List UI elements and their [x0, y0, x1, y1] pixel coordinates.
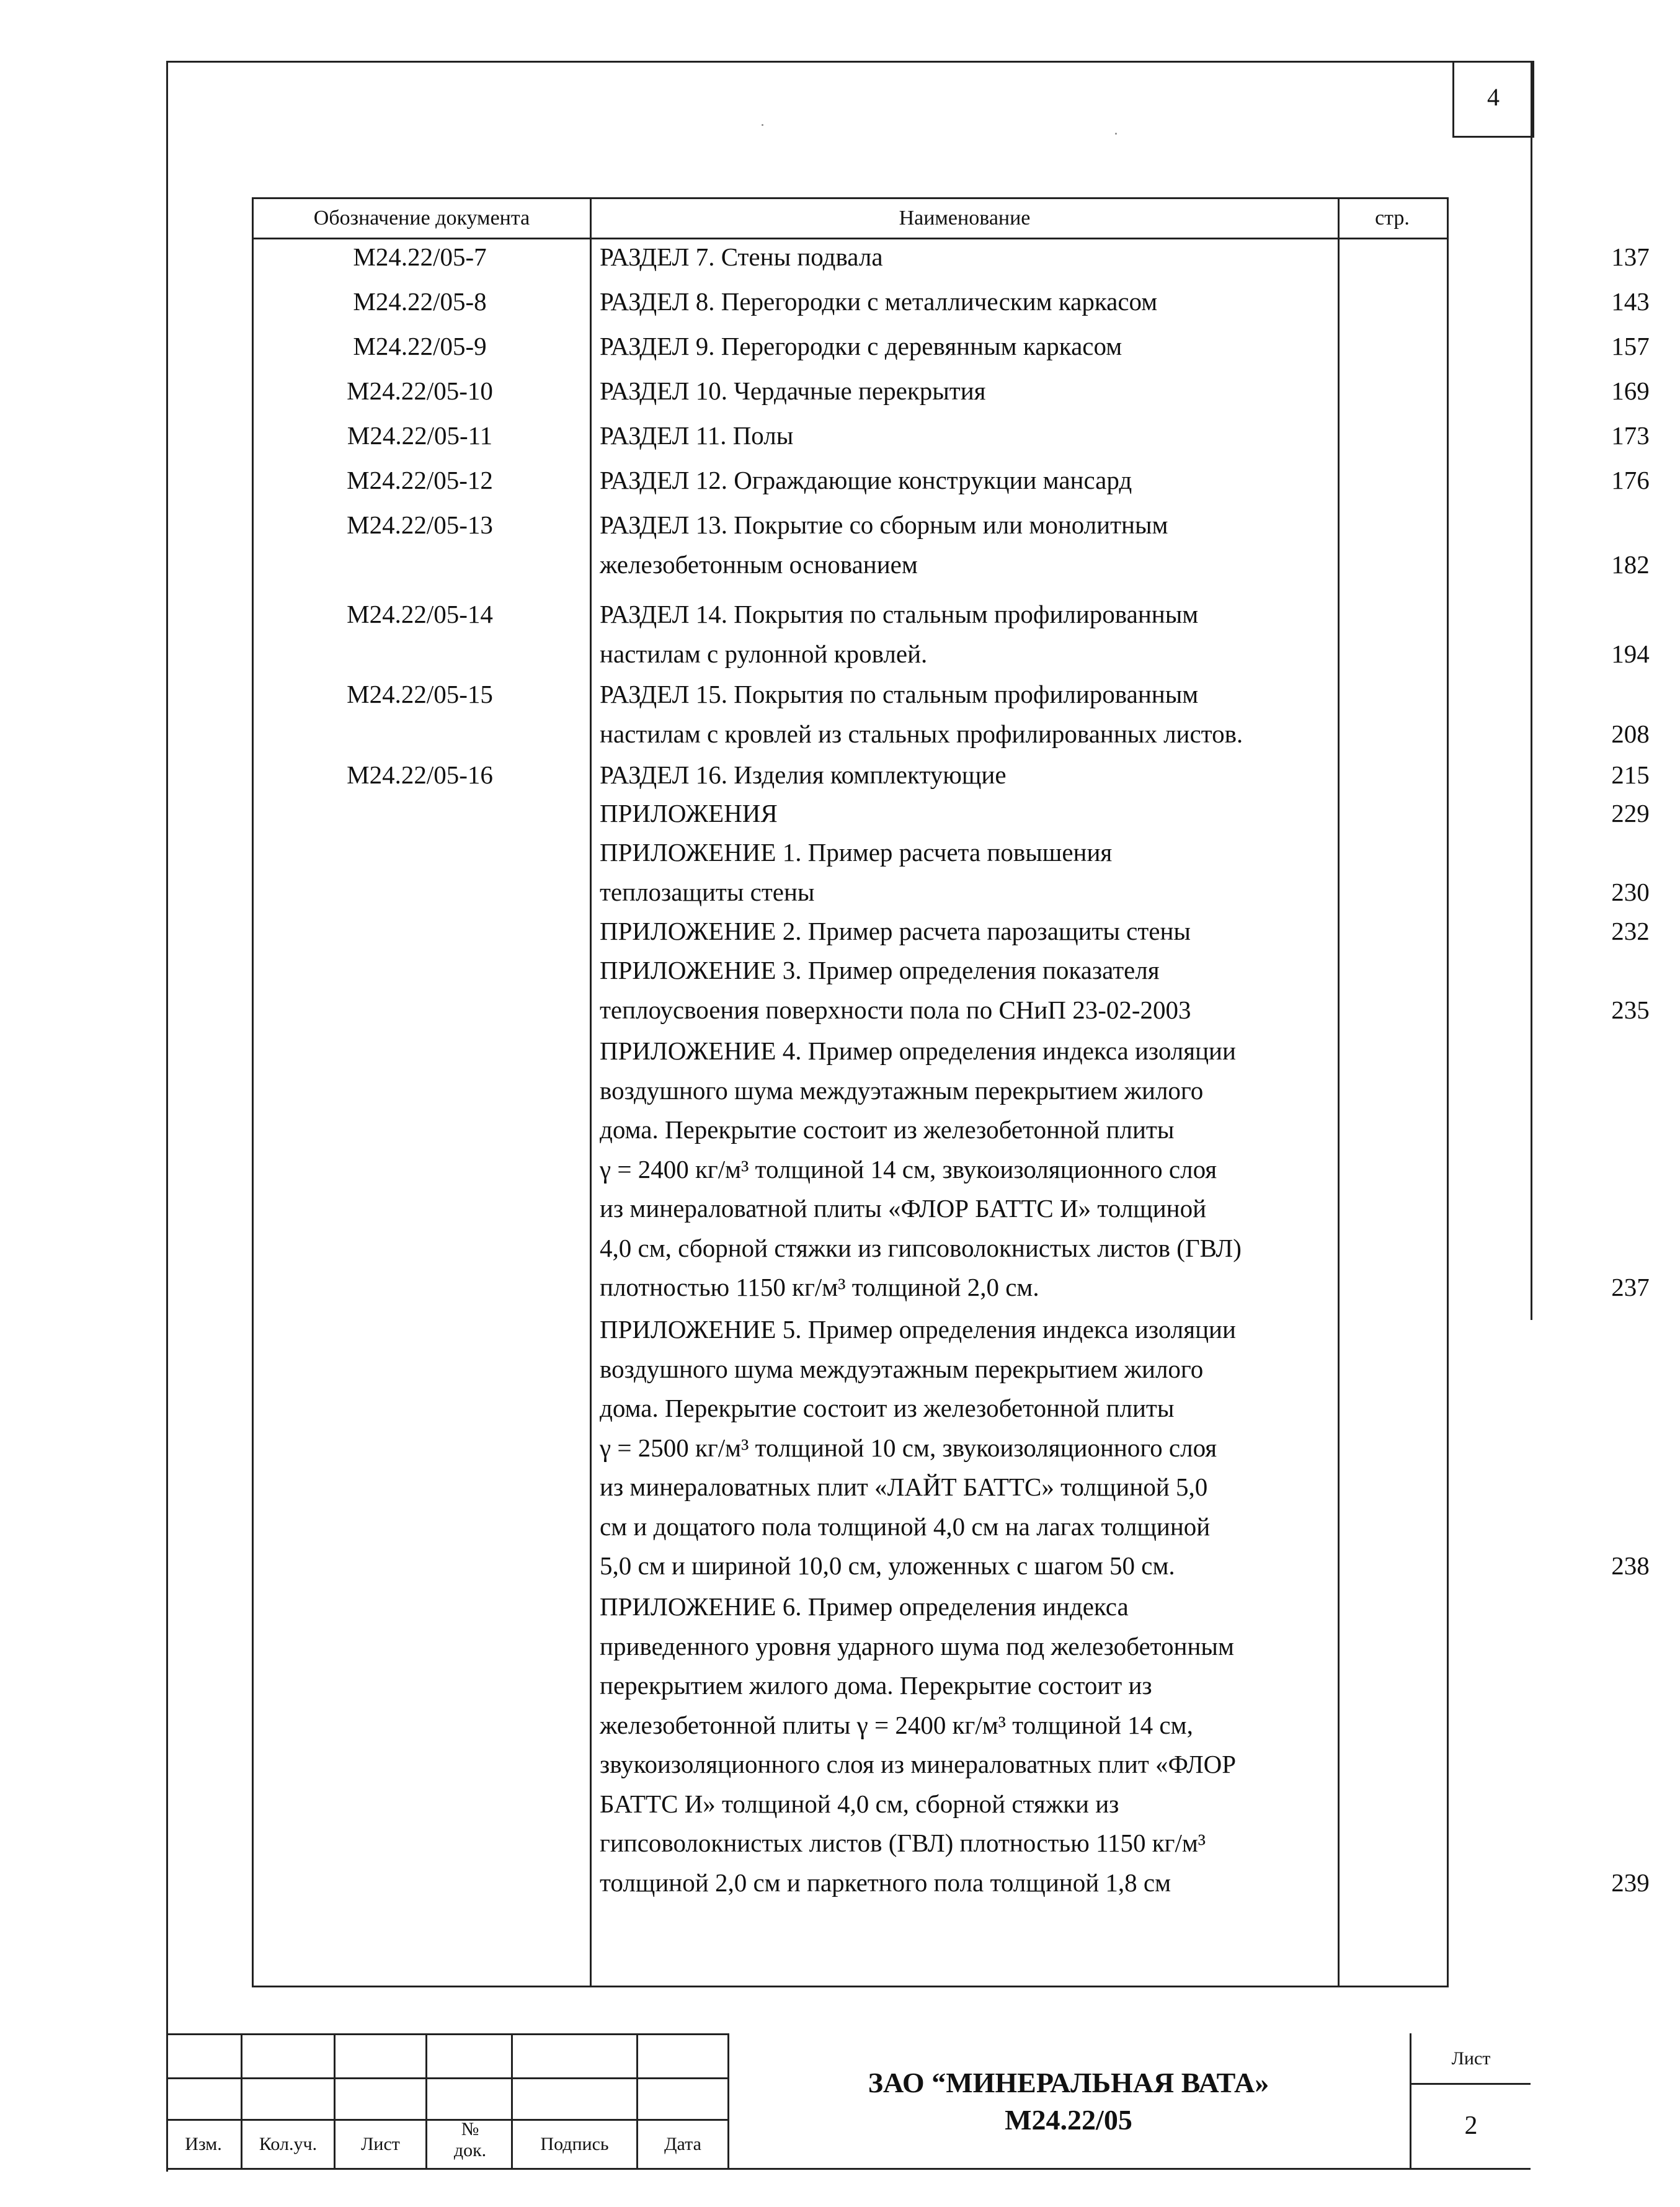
toc-row-title-line: настилам с рулонной кровлей. [600, 639, 928, 668]
toc-row-page: 237 [1611, 1273, 1650, 1301]
tb-label-list: Лист [361, 2134, 400, 2154]
toc-row-title-line: ПРИЛОЖЕНИЕ 6. Пример определения индекса [600, 1592, 1129, 1621]
toc-row-title-line: железобетонной плиты γ = 2400 кг/м³ толщиной 14 см, [600, 1710, 1193, 1739]
toc-row-code: М24.22/05-11 [347, 421, 493, 450]
toc-row-title-line: из минераловатных плит «ЛАЙТ БАТТС» толщиной 5,0 [600, 1473, 1208, 1501]
toc-row-page: 143 [1611, 287, 1650, 316]
toc-row-page: 215 [1611, 760, 1650, 789]
toc-row-title-line: 4,0 см, сборной стяжки из гипсоволокнистых листов (ГВЛ) [600, 1233, 1242, 1262]
toc-row [254, 756, 1650, 795]
toc-row-title-line: РАЗДЕЛ 9. Перегородки с деревянным каркасом [600, 332, 1122, 360]
toc-row-title-line: железобетонным основанием [600, 550, 918, 579]
tb-label-kol-uch: Кол.уч. [259, 2134, 318, 2154]
header-code: Обозначение документа [313, 207, 530, 230]
toc-row-title-line: плотностью 1150 кг/м³ толщиной 2,0 см. [600, 1273, 1039, 1301]
toc-row-title-line: РАЗДЕЛ 13. Покрытие со сборным или монолитным [600, 511, 1168, 539]
tb-label-doc-no: № док. [453, 2119, 487, 2160]
toc-row-title-line: γ = 2400 кг/м³ толщиной 14 см, звукоизоляционного слоя [600, 1154, 1217, 1184]
tb-vline [425, 2033, 427, 2170]
tb-sheet-value: 2 [1464, 2111, 1478, 2140]
toc-row-page: 182 [1611, 550, 1650, 579]
toc-row-code: М24.22/05-16 [347, 760, 493, 789]
toc-row-page: 194 [1611, 639, 1650, 668]
toc-row-title-line: дома. Перекрытие состоит из железобетонной плиты [600, 1394, 1175, 1422]
toc-row-code: М24.22/05-14 [347, 600, 493, 628]
toc-row-code: М24.22/05-15 [347, 680, 493, 708]
toc-row [254, 1587, 1650, 1902]
toc-row-title-line: ПРИЛОЖЕНИЕ 1. Пример расчета повышения [600, 838, 1113, 867]
toc-row-title-line: ПРИЛОЖЕНИЕ 4. Пример определения индекса изоляции [600, 1037, 1236, 1065]
toc-row [254, 461, 1650, 501]
toc-row [254, 794, 1650, 834]
toc-row-code: М24.22/05-8 [353, 287, 487, 316]
toc-row [254, 912, 1650, 952]
tb-line [166, 2033, 727, 2035]
toc-row-title-line: перекрытием жилого дома. Перекрытие состоит из [600, 1671, 1152, 1700]
toc-row [254, 951, 1650, 1030]
toc-row-title-line: 5,0 см и шириной 10,0 см, уложенных с шагом 50 см. [600, 1551, 1175, 1580]
document-code: М24.22/05 [1005, 2104, 1132, 2136]
header-title: Наименование [899, 207, 1031, 230]
toc-row [254, 833, 1650, 912]
toc-row-title-line: ПРИЛОЖЕНИЕ 2. Пример расчета парозащиты стены [600, 917, 1191, 945]
toc-row [254, 282, 1650, 322]
toc-row-title-line: РАЗДЕЛ 11. Полы [600, 421, 794, 450]
sheet-number: 4 [1487, 83, 1500, 111]
tb-line [166, 2077, 727, 2079]
toc-row-code: М24.22/05-13 [347, 511, 493, 539]
toc-row-title-line: толщиной 2,0 см и паркетного пола толщиной 1,8 см [600, 1868, 1171, 1897]
toc-row-page: 208 [1611, 719, 1650, 748]
title-block [166, 2033, 1531, 2170]
toc-row-title-line: ПРИЛОЖЕНИЕ 3. Пример определения показателя [600, 956, 1160, 984]
toc-row-title-line: настилам с кровлей из стальных профилированных листов. [600, 719, 1243, 748]
toc-row-title-line: РАЗДЕЛ 10. Чердачные перекрытия [600, 377, 986, 405]
toc-row-title-line: теплоусвоения поверхности пола по СНиП 23-02-2003 [600, 995, 1191, 1024]
toc-row-page: 235 [1611, 995, 1650, 1024]
header-page: стр. [1375, 207, 1410, 230]
tb-label-data: Дата [664, 2134, 701, 2154]
tb-label-podpis: Подпись [540, 2134, 609, 2154]
toc-row-page: 232 [1611, 917, 1650, 945]
tb-line [166, 2168, 1531, 2170]
company-name: ЗАО “МИНЕРАЛЬНАЯ ВАТА» [868, 2067, 1269, 2098]
toc-row-title-line: из минераловатной плиты «ФЛОР БАТТС И» толщиной [600, 1194, 1207, 1223]
toc-row-page: 169 [1611, 377, 1650, 405]
toc-row-title-line: приведенного уровня ударного шума под железобетонным [600, 1631, 1234, 1661]
toc-row-code: М24.22/05-7 [353, 243, 487, 271]
toc-row-page: 230 [1611, 877, 1650, 906]
toc-row-title-line: РАЗДЕЛ 8. Перегородки с металлическим каркасом [600, 287, 1158, 316]
toc-row-page: 176 [1611, 466, 1650, 494]
toc-row-title-line: РАЗДЕЛ 14. Покрытия по стальным профилированным [600, 600, 1199, 628]
toc-row-page: 157 [1611, 332, 1650, 360]
toc-row-page: 239 [1611, 1868, 1650, 1897]
toc-row-title-line: РАЗДЕЛ 15. Покрытия по стальным профилированным [600, 680, 1199, 708]
toc-row [254, 327, 1650, 367]
toc-row [254, 506, 1650, 584]
sheet-number-box [1452, 61, 1534, 138]
toc-row [254, 416, 1650, 456]
toc-row-title-line: РАЗДЕЛ 7. Стены подвала [600, 243, 883, 271]
toc-row-title-line: БАТТС И» толщиной 4,0 см, сборной стяжки из [600, 1789, 1119, 1818]
toc-row-title-line: ПРИЛОЖЕНИЕ 5. Пример определения индекса изоляции [600, 1315, 1236, 1344]
toc-row-title-line: γ = 2500 кг/м³ толщиной 10 см, звукоизоляционного слоя [600, 1433, 1217, 1462]
toc-row-title-line: воздушного шума междуэтажным перекрытием жилого [600, 1076, 1204, 1105]
toc-row [254, 238, 1650, 277]
toc-row [254, 675, 1650, 754]
toc-row-code: М24.22/05-12 [347, 466, 493, 494]
toc-row-title-line: гипсоволокнистых листов (ГВЛ) плотностью 1150 кг/м³ [600, 1829, 1206, 1857]
toc-row-code: М24.22/05-9 [353, 332, 487, 360]
toc-row [254, 372, 1650, 411]
toc-row-title-line: воздушного шума междуэтажным перекрытием жилого [600, 1354, 1204, 1383]
tb-line [1410, 2083, 1531, 2085]
tb-sheet-label: Лист [1451, 2048, 1491, 2069]
toc-row-title-line: ПРИЛОЖЕНИЯ [600, 799, 778, 827]
toc-row-code: М24.22/05-10 [347, 377, 493, 405]
toc-body [254, 238, 1650, 1986]
toc-row-page: 173 [1611, 421, 1650, 450]
toc-row [254, 1032, 1650, 1308]
toc-table [252, 197, 1650, 1987]
toc-row [254, 595, 1650, 674]
toc-row-title-line: теплозащиты стены [600, 877, 815, 906]
toc-row-title-line: звукоизоляционного слоя из минераловатных плит «ФЛОР [600, 1750, 1237, 1778]
tb-label-izm: Изм. [185, 2134, 222, 2154]
toc-row-page: 137 [1611, 243, 1650, 271]
toc-row-title-line: дома. Перекрытие состоит из железобетонной плиты [600, 1115, 1175, 1144]
toc-row-title-line: РАЗДЕЛ 16. Изделия комплектующие [600, 760, 1007, 789]
toc-row-title-line: см и дощатого пола толщиной 4,0 см на лагах толщиной [600, 1512, 1211, 1541]
toc-row-page: 238 [1611, 1551, 1650, 1580]
toc-row-page: 229 [1611, 799, 1650, 827]
toc-row-title-line: РАЗДЕЛ 12. Ограждающие конструкции мансард [600, 466, 1132, 494]
toc-row [254, 1310, 1650, 1586]
